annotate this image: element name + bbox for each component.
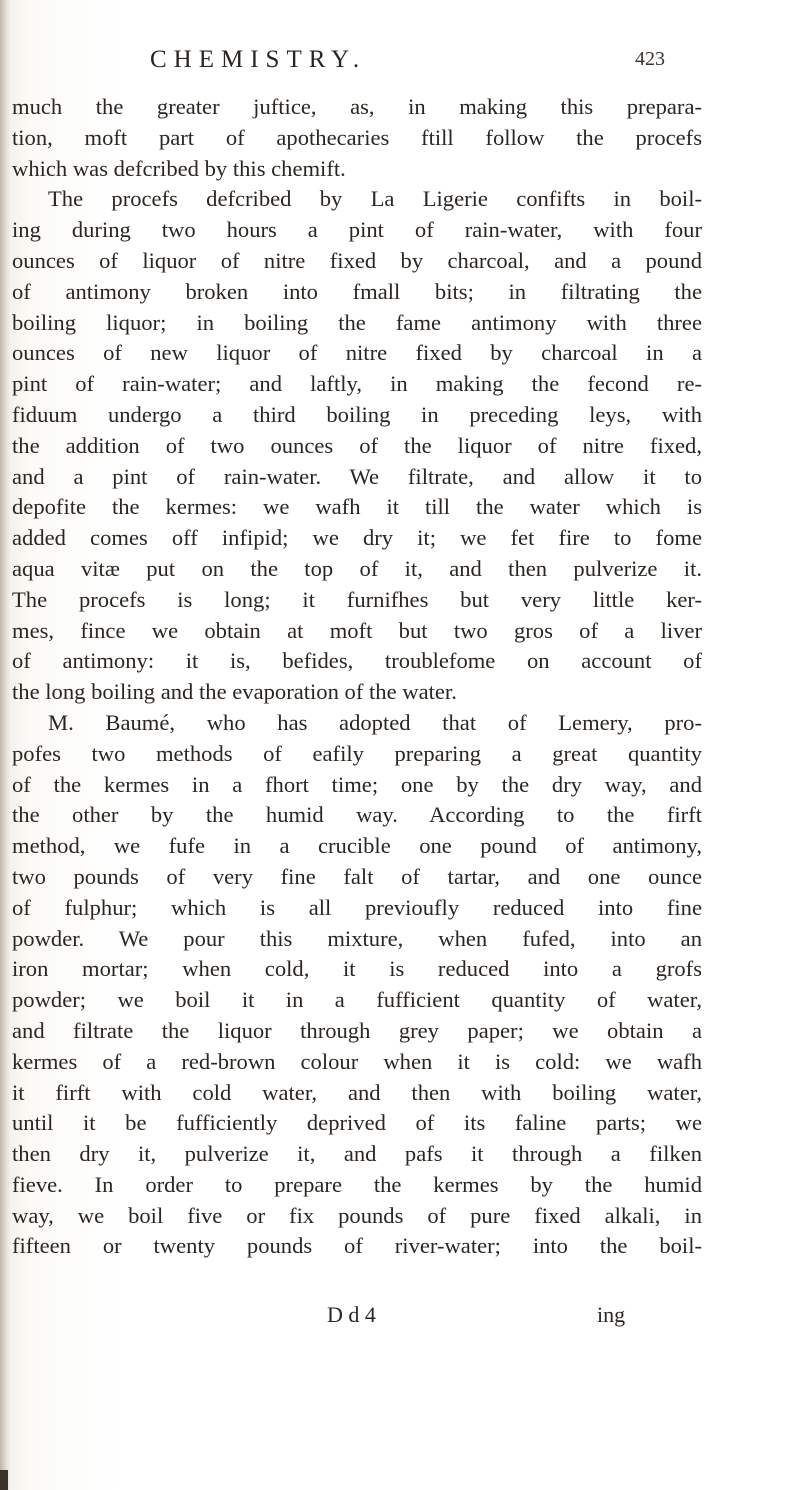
text-line: it firft with cold water, and then with boiling water, <box>12 1079 702 1105</box>
text-line: until it be fufficiently deprived of its faline parts; we <box>12 1110 702 1136</box>
text-line: of the kermes in a fhort time; one by the dry way, and <box>12 771 702 797</box>
page-edge-mark <box>0 1470 8 1490</box>
text-line: the long boiling and the evaporation of the water. <box>12 679 457 705</box>
text-line: way, we boil five or fix pounds of pure fixed alkali, in <box>12 1202 702 1228</box>
text-line: fifteen or twenty pounds of river-water; into the boil- <box>12 1233 702 1259</box>
text-line: aqua vitæ put on the top of it, and then pulverize it. <box>12 555 702 581</box>
paragraph-start-line: M. Baumé, who has adopted that of Lemery, pro- <box>48 709 702 735</box>
catchword: ing <box>597 1302 626 1327</box>
text-line: pofes two methods of eafily preparing a great quantity <box>12 740 702 766</box>
text-line: ing during two hours a pint of rain-water, with four <box>12 217 702 243</box>
text-line: the other by the humid way. According to the firft <box>12 802 702 828</box>
text-line: fieve. In order to prepare the kermes by the humid <box>12 1171 702 1197</box>
running-head: CHEMISTRY. <box>150 46 367 73</box>
text-line: of fulphur; which is all previoufly reduced into fine <box>12 894 702 920</box>
text-line: much the greater juftice, as, in making this prepara- <box>12 94 702 119</box>
page-header <box>150 46 665 76</box>
text-line: boiling liquor; in boiling the fame antimony with three <box>12 309 702 335</box>
text-line: method, we fufe in a crucible one pound of antimony, <box>12 833 702 859</box>
text-line: added comes off infipid; we dry it; we fet fire to fome <box>12 525 702 551</box>
text-line: tion, moft part of apothecaries ftill follow the procefs <box>12 124 702 150</box>
text-line: kermes of a red-brown colour when it is cold: we wafh <box>12 1048 702 1074</box>
text-line: pint of rain-water; and laftly, in making the fecond re- <box>12 371 702 397</box>
page-number: 423 <box>635 48 665 70</box>
text-line: powder; we boil it in a fufficient quantity of water, <box>12 987 702 1013</box>
text-line: of antimony broken into fmall bits; in filtrating the <box>12 278 702 304</box>
body-text <box>12 92 702 1262</box>
text-line: depofite the kermes: we wafh it till the water which is <box>12 494 702 520</box>
text-line: and filtrate the liquor through grey paper; we obtain a <box>12 1017 702 1043</box>
paragraph-start-line: The procefs defcribed by La Ligerie confifts in boil- <box>48 186 702 212</box>
text-line: then dry it, pulverize it, and pafs it through a filken <box>12 1141 702 1167</box>
text-line: mes, fince we obtain at moft but two gros of a liver <box>12 617 702 643</box>
text-line: iron mortar; when cold, it is reduced into a grofs <box>12 956 702 982</box>
text-line: the addition of two ounces of the liquor of nitre fixed, <box>12 432 702 458</box>
text-line: ounces of new liquor of nitre fixed by charcoal in a <box>12 340 702 366</box>
text-line: which was defcribed by this chemift. <box>12 155 346 181</box>
text-line: powder. We pour this mixture, when fufed, into an <box>12 925 702 951</box>
text-line: of antimony: it is, befides, troublefome on account of <box>12 648 702 674</box>
signature-mark: D d 4 <box>327 1302 376 1327</box>
text-line: and a pint of rain-water. We filtrate, and allow it to <box>12 463 702 489</box>
text-line: fiduum undergo a third boiling in preceding leys, with <box>12 401 702 427</box>
text-line: two pounds of very fine falt of tartar, and one ounce <box>12 863 702 889</box>
text-line: ounces of liquor of nitre fixed by charcoal, and a pound <box>12 247 702 273</box>
binding-gutter-shadow <box>0 0 10 1490</box>
text-line: The procefs is long; it furnifhes but very little ker- <box>12 586 702 612</box>
